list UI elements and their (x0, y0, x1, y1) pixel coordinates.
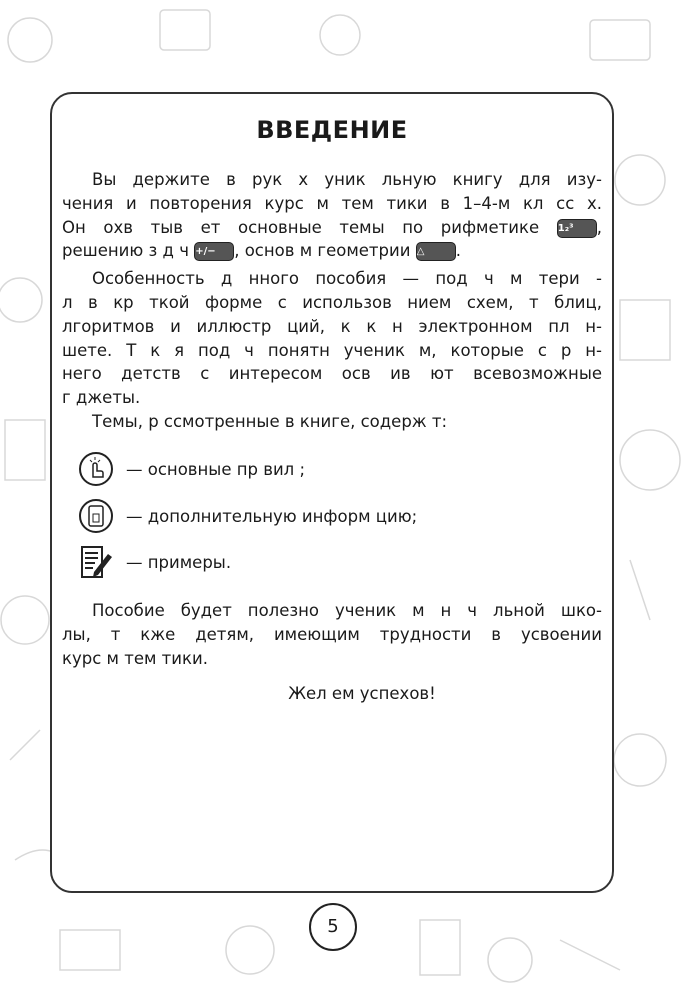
geometry-chip-icon: △ (416, 242, 456, 261)
text-line: курс м тем тики. (62, 648, 208, 668)
closing-text (62, 599, 602, 670)
text-line: чения и повторения курс м тем тики в 1–4-м кл сс х. (62, 193, 602, 213)
arithmetic-chip-icon: 1₂³ (557, 219, 597, 238)
text-line: лгоритмов и иллюстр ций, к к н электронном пл н- (62, 316, 602, 336)
text-line: Пособие будет полезно ученик м н ч льной шко- (92, 601, 602, 620)
text-line: Особенность д нного пособия — под ч м тери - (92, 269, 602, 289)
notepad-pencil-icon (78, 544, 114, 580)
text-line: Темы, р ссмотренные в книге, содерж т: (92, 411, 448, 431)
closing-wish: Жел ем успехов! (288, 684, 436, 703)
text-line: л в кр ткой форме с использов нием схем, т блиц, (62, 292, 602, 312)
text-line: Он охв тыв ет основные темы по рифметике 1₂³ , (62, 217, 603, 237)
topic-rules (78, 451, 305, 487)
text-span: Он охв тыв ет основные темы по рифметике (62, 217, 540, 237)
text-span: решению з д ч (62, 241, 189, 261)
book-hand-icon (78, 498, 114, 534)
topic-examples (78, 544, 231, 580)
intro-card (50, 92, 614, 893)
topic-text: — основные пр вил ; (126, 459, 306, 479)
pointing-hand-icon (78, 451, 114, 487)
topic-text: — дополнительную информ цию; (126, 506, 418, 526)
text-line: лы, т кже детям, имеющим трудности в усвоении (62, 624, 602, 644)
text-line: шете. Т к я под ч понятн ученик м, которые с р н- (62, 340, 602, 360)
text-span: , основ м геометрии (234, 241, 411, 261)
tasks-chip-icon: +/− (194, 242, 234, 261)
intro-text (62, 168, 602, 434)
text-line: г джеты. (62, 388, 141, 408)
text-line: него детств с интересом осв ив ют всевозможные (62, 364, 602, 384)
page-number: 5 (309, 903, 357, 951)
text-line: Вы держите в рук х уник льную книгу для изу- (92, 170, 602, 189)
page-title: ВВЕДЕНИЕ (256, 116, 408, 144)
topic-text: — примеры. (126, 552, 232, 572)
topic-info (78, 498, 417, 534)
text-line: решению з д ч +/− , основ м геометрии △ . (62, 241, 461, 261)
